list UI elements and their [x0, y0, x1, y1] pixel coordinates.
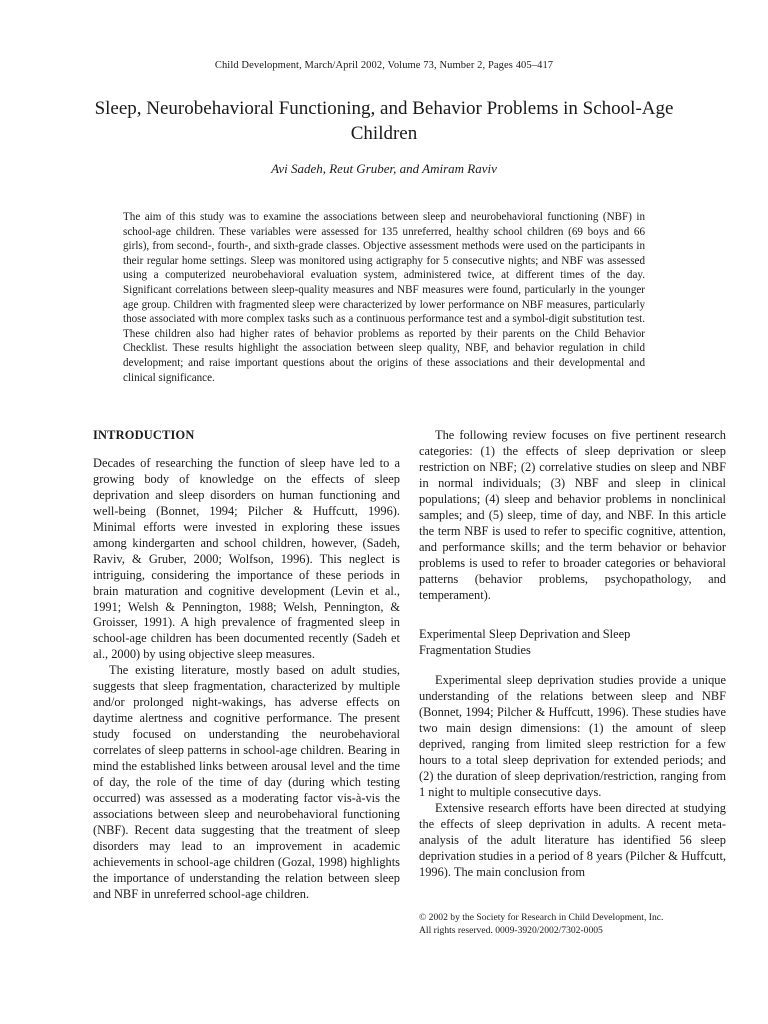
subsection-heading-line-1: Experimental Sleep Deprivation and Sleep — [419, 627, 631, 642]
review-paragraph: The following review focuses on five pertinent research categories: (1) the effects of sleep deprivation or sleep restriction on NBF; (2) correlative studies on sleep and NBF in normal individuals; (3) NBF and sleep in clinical populations; (4) sleep and behavior problems in nonclinical samples; and (5) sleep, time of day, and NBF. In this article the term NBF is used to refer to specific cognitive, attention, and performance skills; and the term behavior or behavior problems is used to refer to broader categories or behavioral patterns (behavior problems, psychopathology, and temperament). — [419, 428, 726, 602]
section-heading-introduction: INTRODUCTION — [93, 428, 195, 442]
intro-paragraph-1: Decades of researching the function of sleep have led to a growing body of knowledge on the effects of sleep deprivation and sleep disorders on human functioning and well-being (Bonnet, 1994; Pilcher & Huffcutt, 1996). Minimal efforts were invested in exploring these issues among kindergarten and school children, however, (Sadeh, Raviv, & Gruber, 2000; Wolfson, 1996). This neglect is intriguing, considering the importance of these periods in brain maturation and cognitive development (Levin et al., 1991; Welsh & Pennington, 1988; Welsh, Pennington, & Groisser, 1991). A high prevalence of fragmented sleep in school-age children has been documented recently (Sadeh et al., 2000) by using objective sleep measures. — [93, 455, 400, 662]
copyright-line: © 2002 by the Society for Research in Child Development, Inc. — [419, 912, 664, 923]
journal-citation: Child Development, March/April 2002, Volume 73, Number 2, Pages 405–417 — [214, 60, 554, 71]
article-authors: Avi Sadeh, Reut Gruber, and Amiram Raviv — [271, 161, 497, 176]
deprivation-paragraph-1: Experimental sleep deprivation studies provide a unique understanding of the relations between sleep and NBF (Bonnet, 1994; Pilcher & Huffcutt, 1996). These studies have two main design dimensions: (1) the amount of sleep deprived, ranging from limited sleep restriction for a few hours to a total sleep deprivation for extended periods; and (2) the duration of sleep deprivation/restriction, ranging from 1 night to multiple consecutive days. — [419, 673, 726, 800]
article-title: Sleep, Neurobehavioral Functioning, and Behavior Problems in School-Age Children — [94, 98, 674, 144]
left-column — [93, 428, 400, 903]
rights-line: All rights reserved. 0009-3920/2002/7302-0005 — [419, 925, 603, 936]
subsection-heading — [419, 627, 726, 659]
right-column — [419, 428, 726, 881]
copyright-footnote — [419, 911, 726, 937]
intro-paragraph-2: The existing literature, mostly based on adult studies, suggests that sleep fragmentation, characterized by multiple and/or prolonged night-wakings, has adverse effects on daytime alertness and cognitive performance. The present study focused on understanding the neurobehavioral correlates of sleep patterns in school-age children. Bearing in mind the established links between arousal level and the time of day, the role of the time of day (during which testing occurred) was assessed as a moderating factor vis-à-vis the associations between sleep and neurobehavioral functioning (NBF). Recent data suggesting that the treatment of sleep disorders may lead to an improvement in academic achievements in school-age children (Gozal, 1998) highlights the importance of understanding the relation between sleep and NBF in unreferred school-age children. — [93, 663, 400, 901]
deprivation-paragraph-2: Extensive research efforts have been directed at studying the effects of sleep deprivation in adults. A recent meta-analysis of the adult literature has identified 56 sleep deprivation studies in a period of 8 years (Pilcher & Huffcutt, 1996). The main conclusion from — [419, 801, 726, 879]
abstract: The aim of this study was to examine the associations between sleep and neurobehavioral functioning (NBF) in school-age children. These variables were assessed for 135 unreferred, healthy school children (69 boys and 66 girls), from second-, fourth-, and sixth-grade classes. Objective assessment methods were used on the participants in their regular home settings. Sleep was monitored using actigraphy for 5 consecutive nights; and NBF was assessed using a computerized neurobehavioral evaluation system, administered twice, at different times of the day. Significant correlations between sleep-quality measures and NBF measures were found, particularly in the younger age group. Children with fragmented sleep were characterized by lower performance on NBF measures, particularly those associated with more complex tasks such as a continuous performance test and a symbol-digit substitution test. These children also had higher rates of behavior problems as reported by their parents on the Child Behavior Checklist. These results highlight the association between sleep quality, NBF, and behavior regulation in child development; and raise important questions about the origins of these associations and their developmental and clinical significance. — [123, 211, 645, 384]
subsection-heading-line-2: Fragmentation Studies — [419, 643, 531, 658]
